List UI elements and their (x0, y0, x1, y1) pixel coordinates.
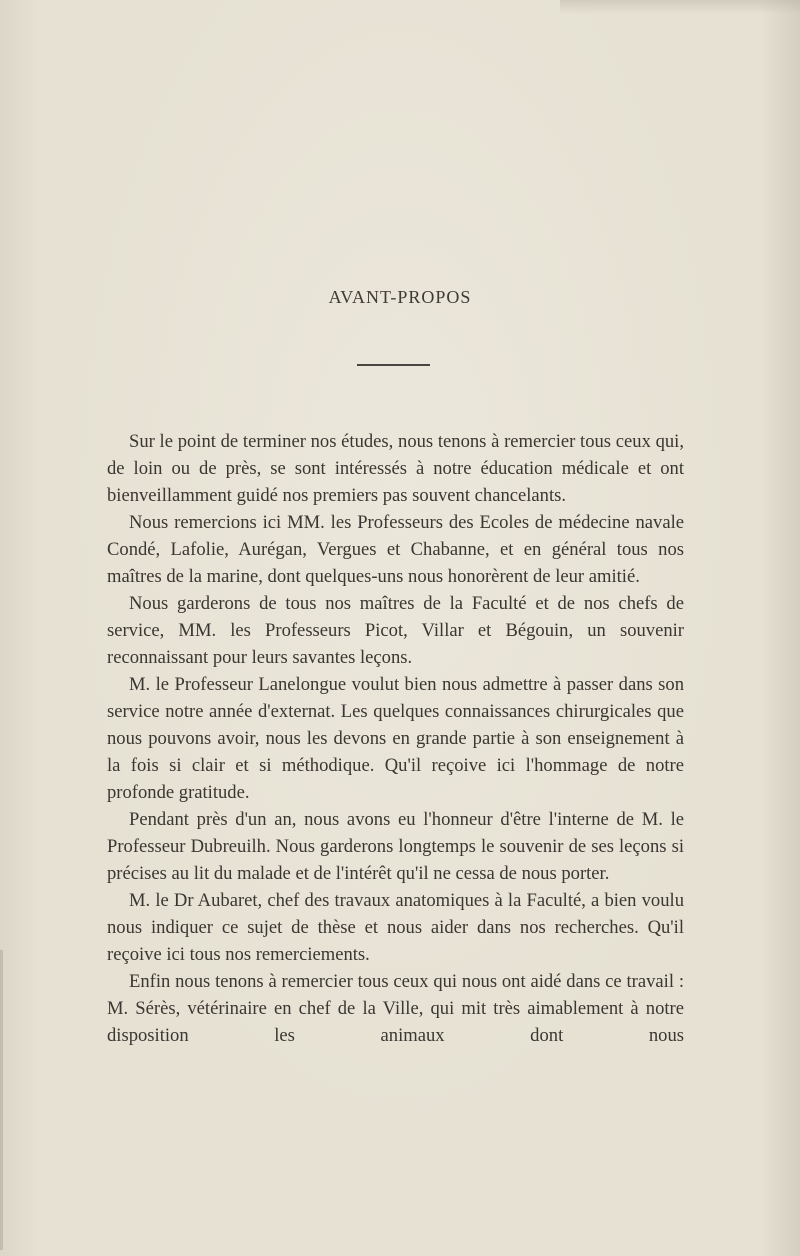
page-edge-shadow (560, 0, 800, 14)
paragraph-3: Nous garderons de tous nos maîtres de la Faculté et de nos chefs de service, MM. les Professeurs Picot, Villar et Bégouin, un souvenir reconnaissant pour leurs savantes leçons. (107, 593, 684, 668)
body-text (107, 428, 684, 1049)
paragraph-4: M. le Professeur Lanelongue voulut bien nous admettre à passer dans son service notre année d'externat. Les quelques connaissances chirurgicales que nous pouvons avoir, nous les devons en grande partie à son enseignement à la fois si clair et si méthodique. Qu'il reçoive ici l'hommage de notre profonde gratitude. (107, 674, 684, 803)
paragraph-6: M. le Dr Aubaret, chef des travaux anatomiques à la Faculté, a bien voulu nous indiquer ce sujet de thèse et nous aider dans nos recherches. Qu'il reçoive ici tous nos remerciements. (107, 890, 684, 965)
paragraph-1: Sur le point de terminer nos études, nous tenons à remercier tous ceux qui, de loin ou de près, se sont intéressés à notre éducation médicale et ont bienveillamment guidé nos premiers pas souvent chancelants. (107, 431, 684, 506)
title-divider (357, 364, 430, 366)
paragraph-7: Enfin nous tenons à remercier tous ceux qui nous ont aidé dans ce travail : M. Sérès, vétérinaire en chef de la Ville, qui mit très aimablement à notre disposition les animaux dont nous (107, 971, 684, 1046)
page-title: AVANT-PROPOS (328, 287, 472, 307)
page-binding-edge (0, 950, 3, 1250)
paragraph-2: Nous remercions ici MM. les Professeurs des Ecoles de médecine navale Condé, Lafolie, Aurégan, Vergues et Chabanne, et en général tous nos maîtres de la marine, dont quelques-uns nous honorèrent de leur amitié. (107, 512, 684, 587)
paragraph-5: Pendant près d'un an, nous avons eu l'honneur d'être l'interne de M. le Professeur Dubreuilh. Nous garderons longtemps le souvenir de ses leçons si précises au lit du malade et de l'intérêt qu'il ne cessa de nous porter. (107, 809, 684, 884)
